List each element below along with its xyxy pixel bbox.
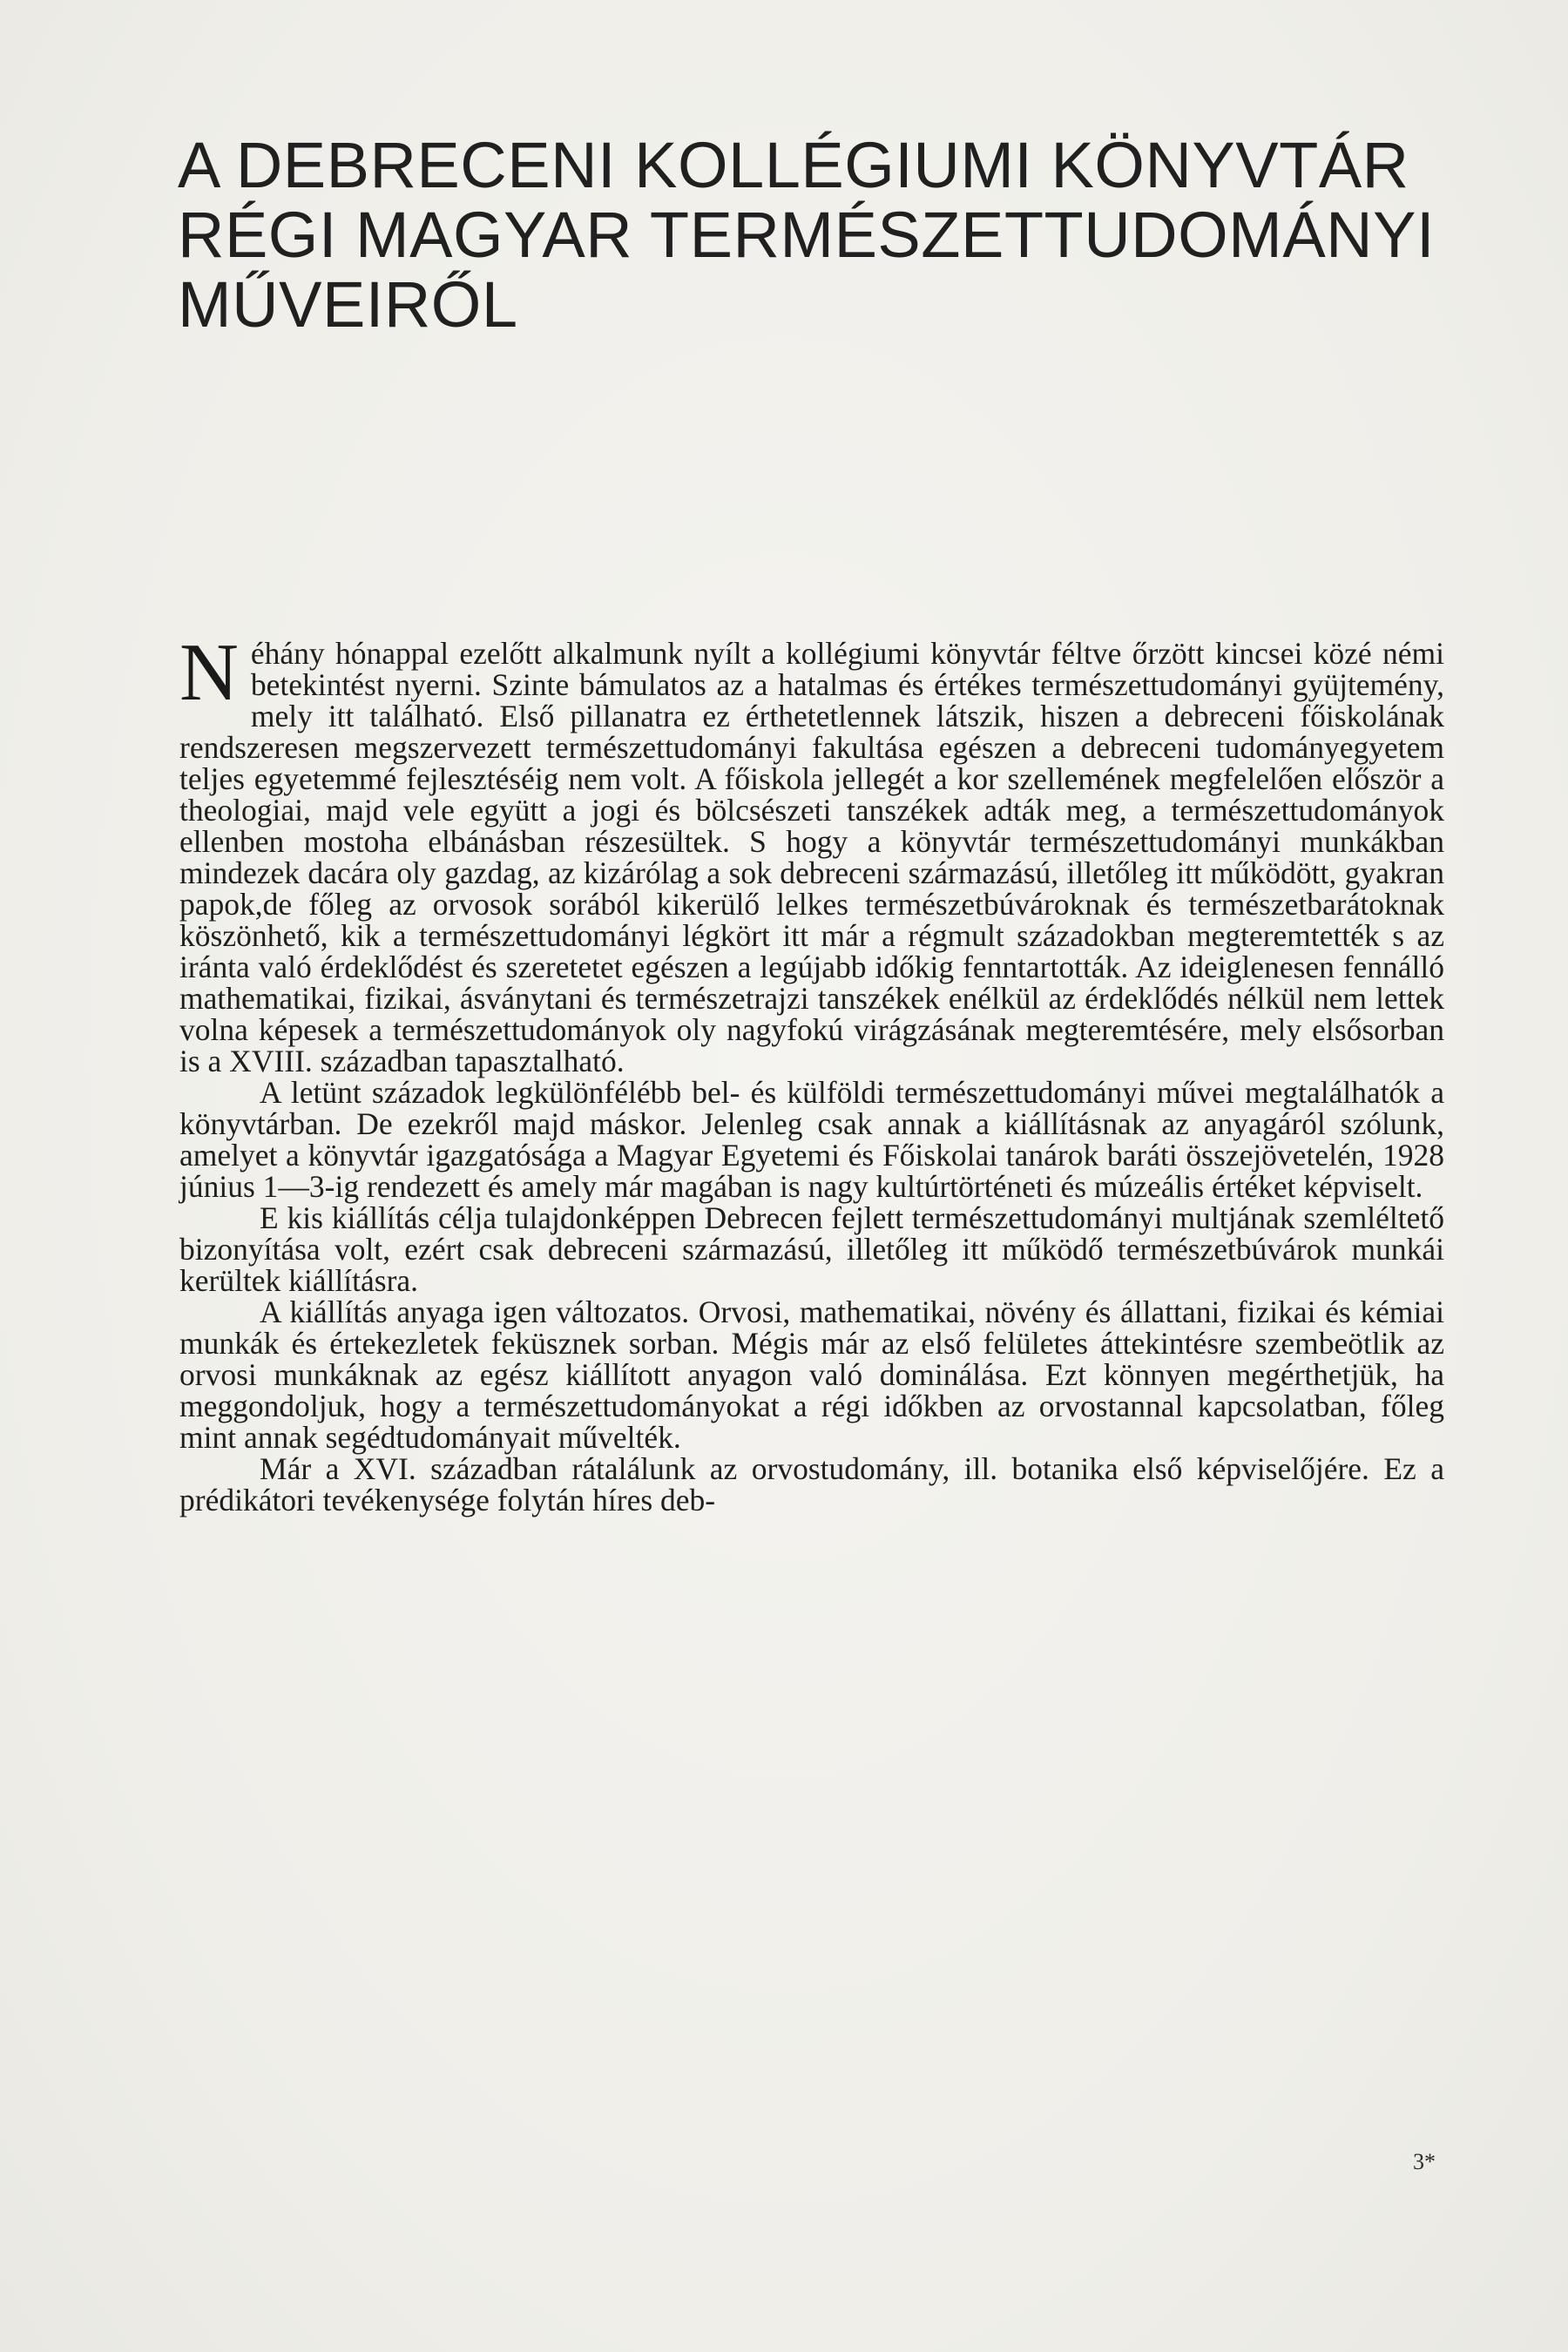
paragraph-4: A kiállítás anyaga igen változatos. Orvosi, mathematikai, növény és állattani, fizikai és kémiai munkák és értekezletek feküsznek sorban. Mégis már az első felületes áttekintésre szembeötlik az orvosi munkáknak az egész kiállított anyagon való dominálása. Ezt könnyen megérthetjük, ha meggondoljuk, hogy a természettudományokat a régi időkben az orvostannal kapcsolatban, főleg mint annak segédtudományait művelték.	[179, 1294, 1444, 1455]
paragraph-5: Már a XVI. században rátalálunk az orvostudomány, ill. botanika első képviselőjére. Ez a prédikátori tevékenysége folytán híres deb-	[179, 1451, 1444, 1517]
paragraph-3: E kis kiállítás célja tulajdonképpen Debrecen fejlett természettudományi multjának szemléltető bizonyítása volt, ezért csak debreceni származású, illetőleg itt működő természetbúvárok munkái kerültek kiállításra.	[179, 1200, 1444, 1298]
paragraph-1	[179, 627, 1444, 1078]
page-number: 3*	[1413, 2149, 1436, 2174]
title-line-1: A DEBRECENI KOLLÉGIUMI KÖNYVTÁR	[178, 129, 1409, 201]
paragraph-1-text: éhány hónappal ezelőtt alkalmunk nyílt a kollégiumi könyvtár féltve őrzött kincsei közé némi betekintést nyerni. Szinte bámulatos az a hatalmas és értékes természettudományi gyüjtemény, mely itt található. Első pillanatra ez érthetetlennek látszik, hiszen a debreceni főiskolának rendszeresen megszervezett természettudományi fakultása egészen a debreceni tudományegyetem teljes egyetemmé fejlesztéséig nem volt. A főiskola jellegét a kor szellemének megfelelően először a theologiai, majd vele együtt a jogi és bölcsészeti tanszékek adták meg, a természettudományok ellenben mostoha elbánásban részesültek. S hogy a könyvtár természettudományi munkákban mindezek dacára oly gazdag, az kizárólag a sok debreceni származású, illetőleg itt működött, gyakran papok,de főleg az orvosok sorából kikerülő lelkes természetbúvároknak és természetbarátoknak köszönhető, kik a természettudományi légkört itt már a régmult századokban megteremtették s az iránta való érdeklődést és szeretetet egészen a legújabb időkig fenntartották. Az ideiglenesen fennálló mathematikai, fizikai, ásványtani és természetrajzi tanszékek enélkül az érdeklődés nélkül nem lettek volna képesek a természettudományok oly nagyfokú virágzásának megteremtésére, mely elsősorban is a XVIII. században tapasztalható.	[179, 636, 1444, 1078]
drop-cap: N	[179, 627, 239, 718]
article-body	[179, 627, 1444, 1517]
title-line-3: MŰVEIRŐL	[178, 268, 518, 341]
title-line-2: RÉGI MAGYAR TERMÉSZETTUDOMÁNYI	[178, 199, 1436, 271]
page-title	[178, 131, 1450, 340]
paragraph-2: A letünt századok legkülönfélébb bel- és külföldi természettudományi művei megtalálhatók a könyvtárban. De ezekről majd máskor. Jelenleg csak annak a kiállításnak az anyagáról szólunk, amelyet a könyvtár igazgatósága a Magyar Egyetemi és Főiskolai tanárok baráti összejövetelén, 1928 június 1—3-ig rendezett és amely már magában is nagy kultúrtörténeti és múzeális értéket képviselt.	[179, 1075, 1444, 1204]
